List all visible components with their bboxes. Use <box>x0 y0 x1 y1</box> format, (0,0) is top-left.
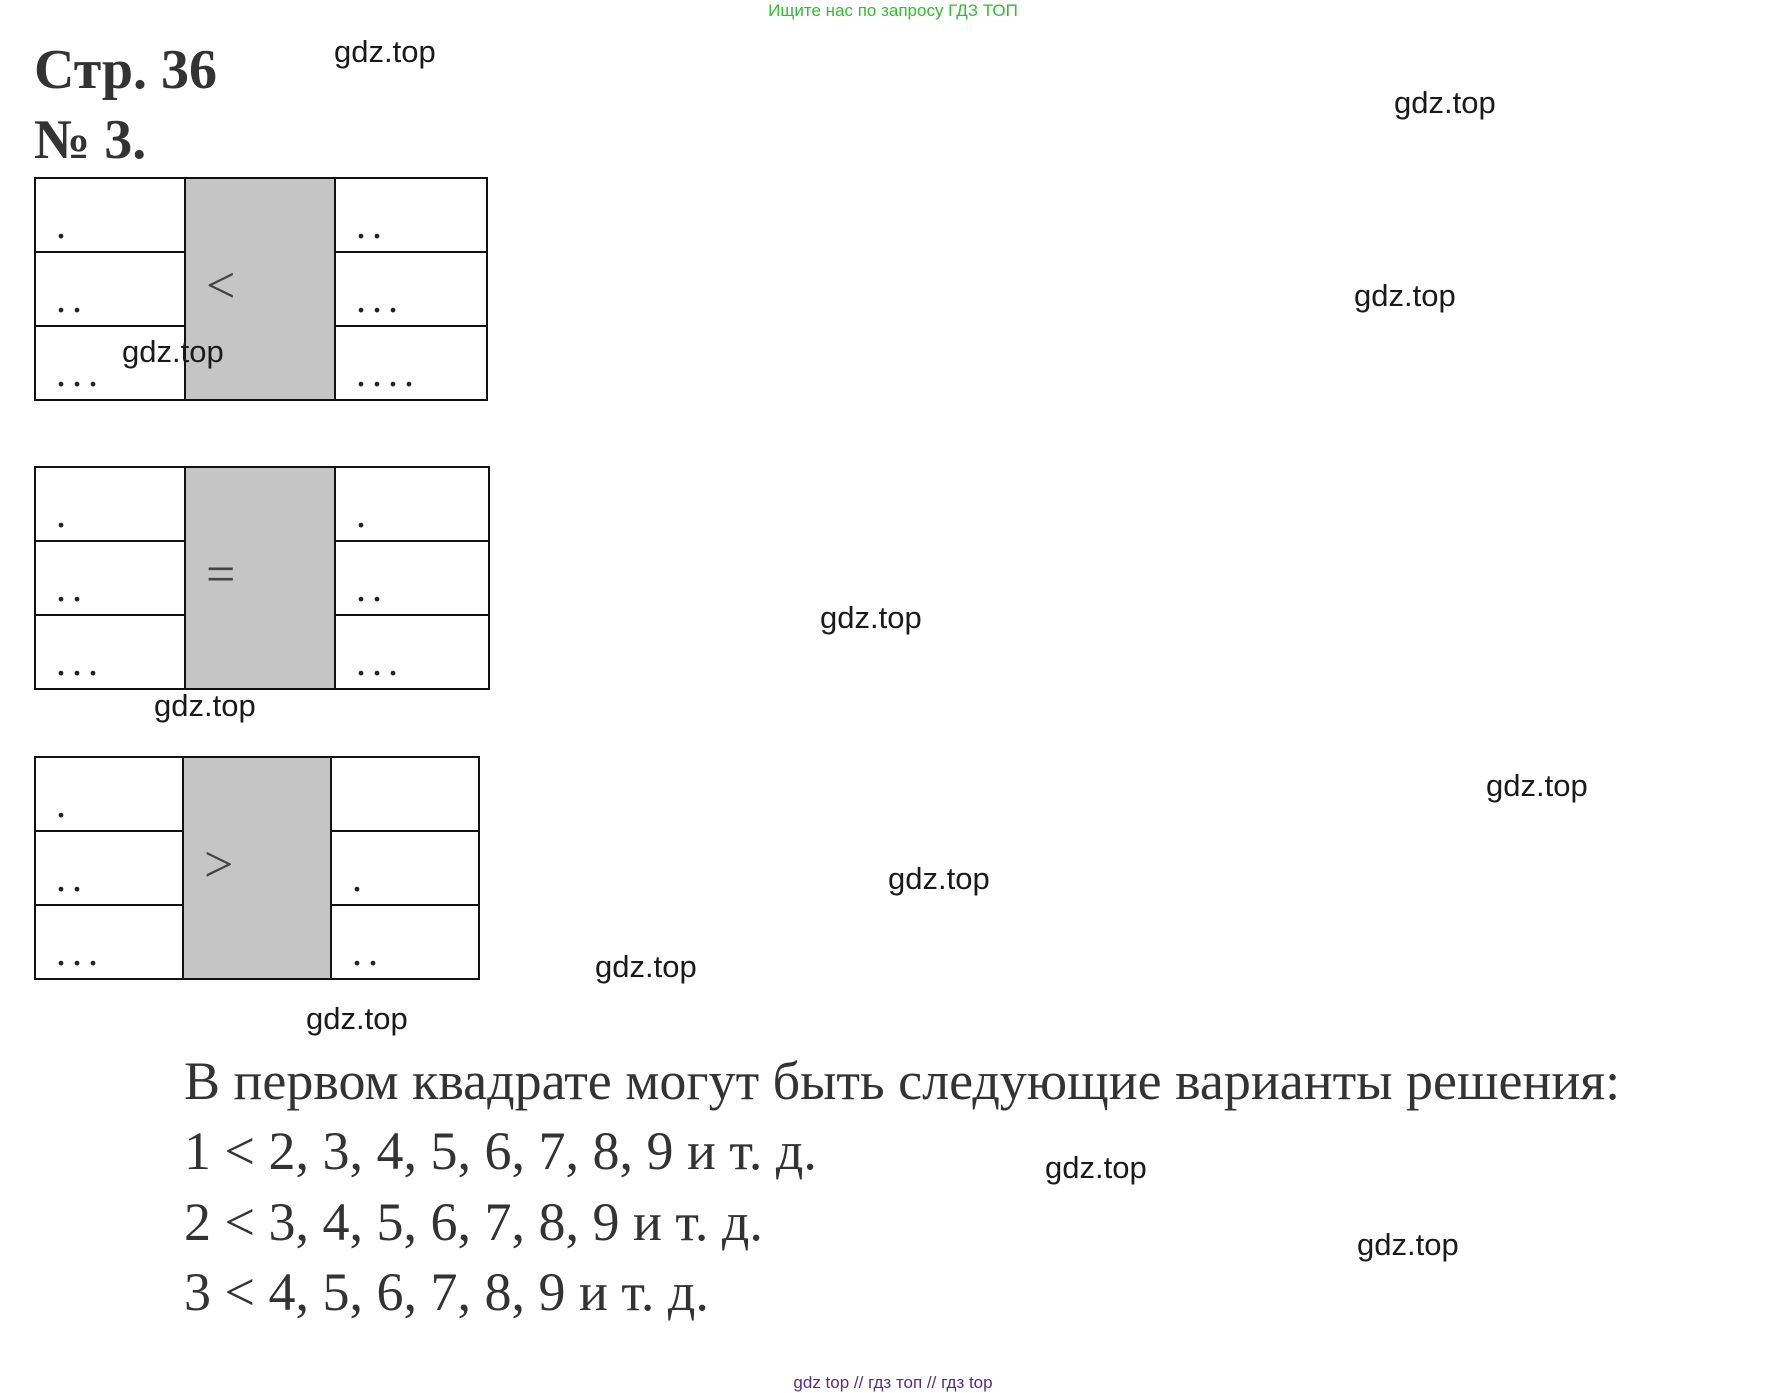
grid-cell: ... <box>336 253 486 327</box>
comparison-sign: < <box>186 179 336 399</box>
watermark: gdz.top <box>595 949 697 984</box>
answer-intro: В первом квадрате могут быть следующие варианты решения: <box>184 1051 1621 1111</box>
watermark: gdz.top <box>306 1001 408 1036</box>
grid-cell: . <box>36 468 186 542</box>
grid-cell: ... <box>356 639 404 684</box>
grid-cell: .. <box>336 179 486 253</box>
grid-cell: .. <box>352 929 384 974</box>
comparison-sign: > <box>184 758 332 978</box>
grid-cell: ... <box>36 327 186 399</box>
comparison-sign: = <box>186 468 336 688</box>
watermark: gdz.top <box>1486 768 1588 803</box>
watermark: gdz.top <box>1045 1150 1147 1185</box>
page-title: Стр. 36 <box>34 39 218 101</box>
grid-cell: . <box>336 468 488 542</box>
grid-cell: . <box>332 832 478 906</box>
footer-links[interactable]: gdz top // гдз топ // гдз top <box>793 1373 993 1392</box>
answer-line: 2 < 3, 4, 5, 6, 7, 8, 9 и т. д. <box>184 1192 763 1252</box>
grid-cell: ... <box>36 616 186 688</box>
watermark: gdz.top <box>122 334 224 369</box>
comparison-grid-2 <box>34 466 490 690</box>
grid-cell: .... <box>356 350 420 395</box>
grid-cell: .. <box>336 542 488 616</box>
grid-cell: ... <box>36 906 184 978</box>
watermark: gdz.top <box>1357 1227 1459 1262</box>
task-number: № 3. <box>34 109 147 171</box>
watermark: gdz.top <box>888 861 990 896</box>
watermark: gdz.top <box>154 688 256 723</box>
watermark: gdz.top <box>1394 85 1496 120</box>
grid-cell: .. <box>36 253 186 327</box>
watermark: gdz.top <box>1354 278 1456 313</box>
grid-cell: . <box>36 758 184 832</box>
comparison-grid-1 <box>34 177 488 401</box>
grid-cell: .. <box>36 832 184 906</box>
comparison-grid-3 <box>34 756 480 980</box>
search-banner: Ищите нас по запросу ГДЗ ТОП <box>768 1 1018 20</box>
grid-cell: . <box>36 179 186 253</box>
grid-cell <box>332 758 478 832</box>
answer-line: 1 < 2, 3, 4, 5, 6, 7, 8, 9 и т. д. <box>184 1121 817 1181</box>
answer-line: 3 < 4, 5, 6, 7, 8, 9 и т. д. <box>184 1262 709 1322</box>
watermark: gdz.top <box>334 34 436 69</box>
grid-cell: .. <box>36 542 186 616</box>
watermark: gdz.top <box>820 600 922 635</box>
